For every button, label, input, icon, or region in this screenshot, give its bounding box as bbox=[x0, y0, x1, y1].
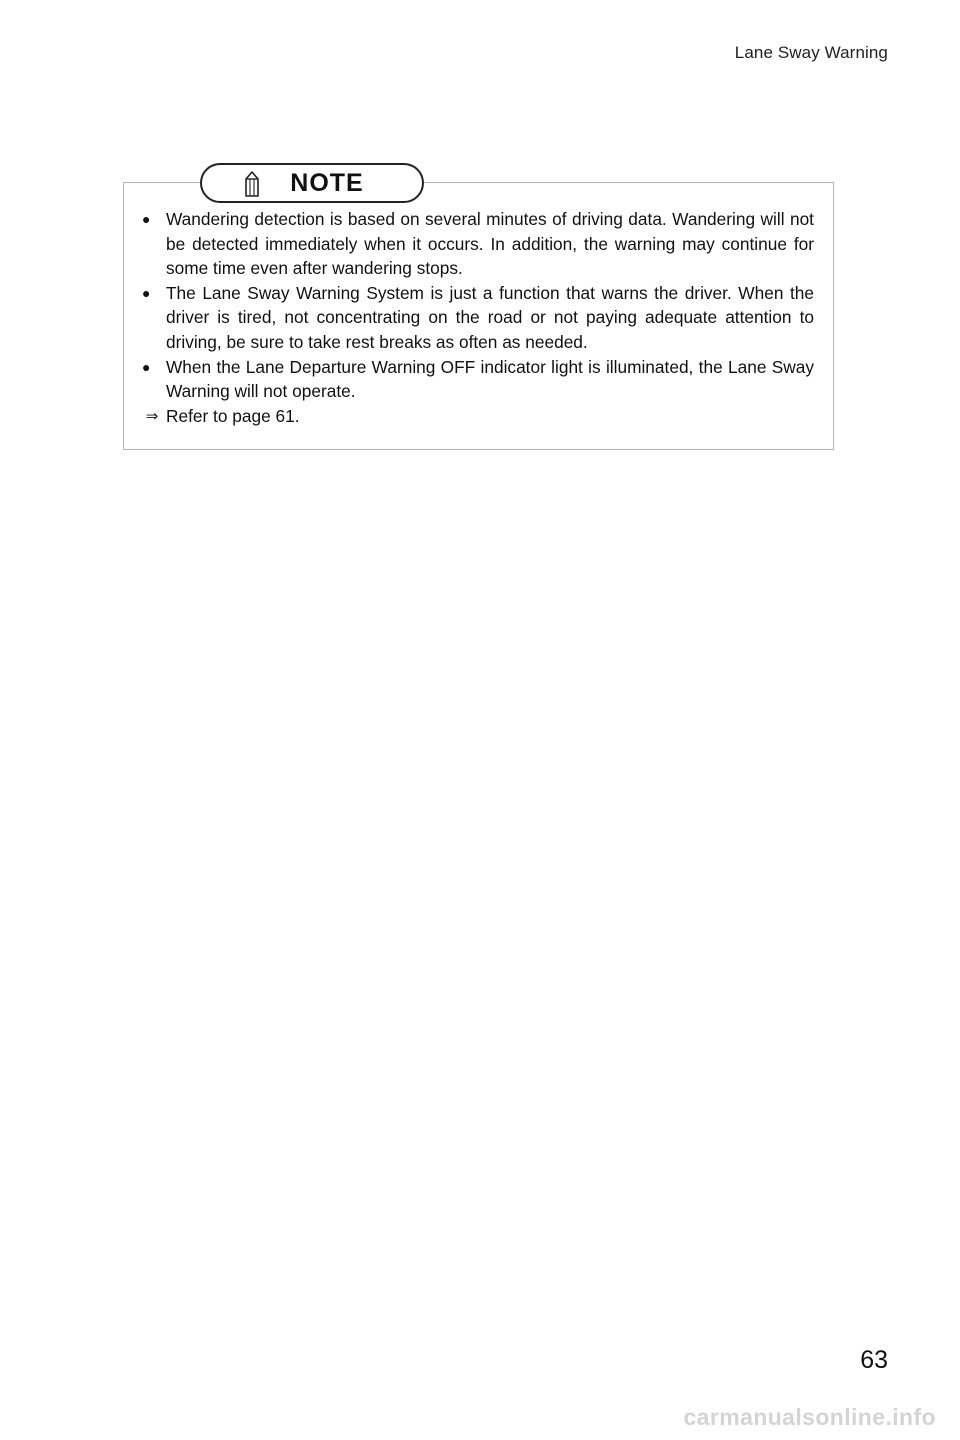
arrow-icon: ⇒ bbox=[145, 406, 159, 425]
note-content bbox=[142, 207, 814, 428]
page-number: 63 bbox=[860, 1346, 888, 1374]
note-label: NOTE bbox=[290, 168, 364, 197]
list-item bbox=[142, 281, 814, 355]
pencil-icon bbox=[240, 170, 264, 198]
list-item-text: The Lane Sway Warning System is just a function that warns the driver. When the driver is tired, not concentrating on the road or not paying adequate attention to driving, be sure to take rest breaks as often as needed. bbox=[166, 282, 814, 352]
list-item bbox=[142, 207, 814, 281]
list-item-text: Wandering detection is based on several minutes of driving data. Wandering will not be detected immediately when it occurs. In addition, the warning may continue for some time even after wandering stops. bbox=[166, 209, 814, 279]
bullet-icon: ● bbox=[142, 284, 151, 301]
note-tab bbox=[200, 163, 424, 203]
bullet-icon: ● bbox=[142, 358, 151, 375]
running-header: Lane Sway Warning bbox=[734, 43, 888, 62]
list-item bbox=[142, 355, 814, 404]
watermark: carmanualsonline.info bbox=[683, 1404, 936, 1430]
list-item-text: When the Lane Departure Warning OFF indicator light is illuminated, the Lane Sway Warning will not operate. bbox=[166, 356, 814, 402]
page-reference bbox=[142, 404, 814, 429]
page-reference-link[interactable]: Refer to page 61. bbox=[166, 405, 300, 426]
bullet-icon: ● bbox=[142, 211, 151, 227]
